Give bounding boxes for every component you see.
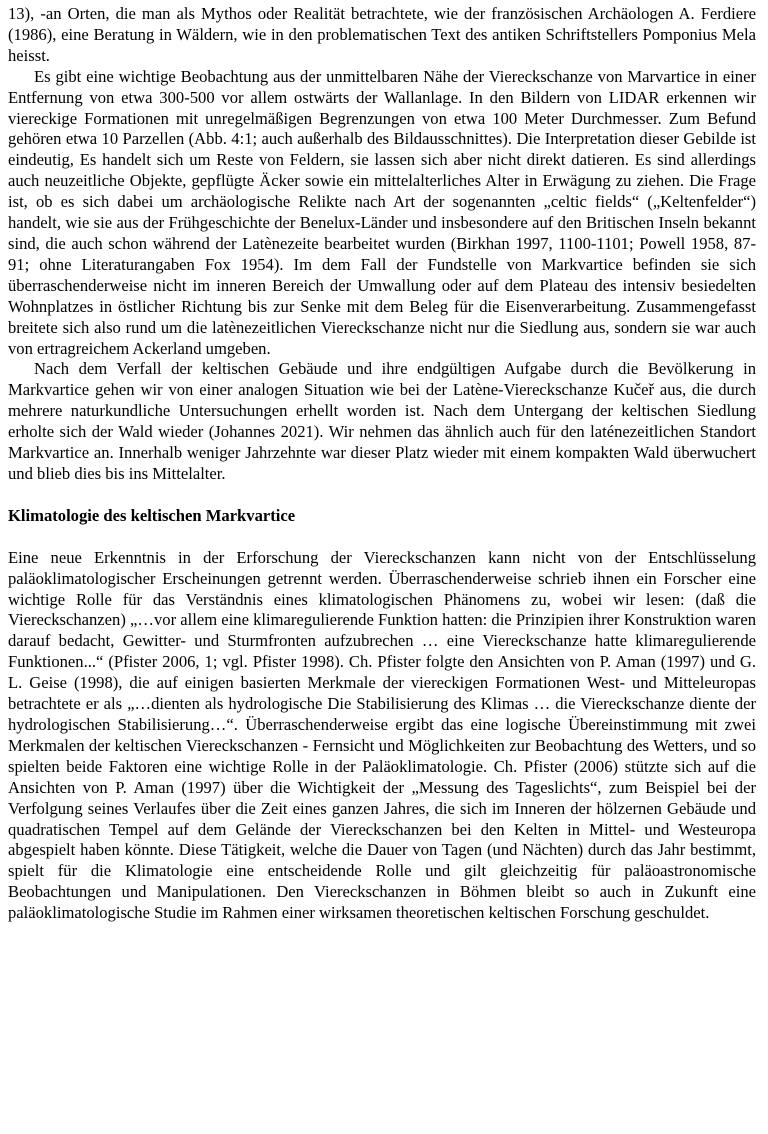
paragraph-1: 13), -an Orten, die man als Mythos oder Realität betrachtete, wie der französischen Archäologen A. Ferdiere (1986), eine Beratung in Wäldern, wie in den problematischen Text des antiken Schriftstellers Pomponius Mela heisst. (8, 4, 756, 65)
paragraph-3: Nach dem Verfall der keltischen Gebäude und ihre endgültigen Aufgabe durch die Bevölkerung in Markvartice gehen wir von einer analogen Situation wie bei der Latène-Viereckschanze Kučeř aus, die durch mehrere naturkundliche Untersuchungen erhellt worden ist. Nach dem Untergang der keltischen Siedlung erholte sich der Wald wieder (Johannes 2021). Wir nehmen das ähnlich auch für den laténezeitlichen Standort Markvartice an. Innerhalb weniger Jahrzehnte war dieser Platz wieder mit einem kompakten Wald überwuchert und blieb dies bis ins Mittelalter. (8, 359, 756, 483)
section-heading: Klimatologie des keltischen Markvartice (8, 505, 296, 525)
paragraph-4: Eine neue Erkenntnis in der Erforschung der Viereckschanzen kann nicht von der Entschlüsselung paläoklimatologischer Erscheinungen getrennt werden. Überraschenderweise schrieb ihnen ein Forscher eine wichtige Rolle für das Verständnis eines klimatologischen Phänomens zu, wobei wir lesen: (daß die Viereckschanzen) „…vor allem eine klimaregulierende Funktion hatten: die Prinzipien ihrer Konstruktion waren darauf bedacht, Gewitter- und Sturmfronten aufzubrechen … eine Viereckschanze hatte klimaregulierende Funktionen...“ (Pfister 2006, 1; vgl. Pfister 1998). Ch. Pfister folgte den Ansichten von P. Aman (1997) und G. L. Geise (1998), die auf einigen basierten Merkmale der viereckigen Formationen West- und Mitteleuropas betrachtete er als „…dienten als hydrologische Die Stabilisierung des Klimas … die Viereckschanze diente der hydrologischen Stabilisierung…“. Überraschenderweise ergibt das eine logische Übereinstimmung mit zwei Merkmalen der keltischen Viereckschanzen - Fernsicht und Möglichkeiten zur Beobachtung des Wetters, und so spielten beide Faktoren eine wichtige Rolle in der Paläoklimatologie. Ch. Pfister (2006) stützte sich auf die Ansichten von P. Aman (1997) über die Wichtigkeit der „Messung des Tageslichts“, zum Beispiel bei der Verfolgung seines Verlaufes über die Zeit eines ganzen Jahres, die sich im Inneren der hölzernen Gebäude und quadratischen Tempel auf dem Gelände der Viereckschanzen bei den Kelten in Mittel- und Westeuropa abgespielt haben könnte. Diese Tätigkeit, welche die Dauer von Tagen (und Nächten) durch das Jahr bestimmt, spielt für die Klimatologie eine entscheidende Rolle und gilt gleichzeitig für paläoastronomische Beobachtungen und Manipulationen. Den Viereckschanzen in Böhmen bleibt so auch in Zukunft eine paläoklimatologische Studie im Rahmen einer wirksamen theoretischen keltischen Forschung geschuldet. (8, 547, 756, 923)
document-page (8, 4, 756, 924)
paragraph-2: Es gibt eine wichtige Beobachtung aus der unmittelbaren Nähe der Viereckschanze von Marvartice in einer Entfernung von etwa 300-500 vor allem ostwärts der Wallanlage. In den Bildern von LIDAR erkennen wir viereckige Formationen mit unregelmäßigen Begrenzungen von etwa 100 Meter Durchmesser. Zum Befund gehören etwa 10 Parzellen (Abb. 4:1; auch außerhalb des Bildausschnittes). Die Interpretation dieser Gebilde ist eindeutig, Es handelt sich um Reste von Feldern, sie lassen sich aber nicht direkt datieren. Es sind allerdings auch neuzeitliche Objekte, gepflügte Äcker sowie ein mittelalterliches Alter in Erwägung zu ziehen. Die Frage ist, ob es sich dabei um archäologische Relikte nach Art der sogenannten „celtic fields“ („Keltenfelder“) handelt, wie sie aus der Frühgeschichte der Benelux-Länder und insbesondere auf den Britischen Inseln bekannt sind, die auch schon während der Latènezeite bearbeitet wurden (Birkhan 1997, 1100-1101; Powell 1958, 87-91; ohne Literaturangaben Fox 1954). Im dem Fall der Fundstelle von Markvartice befinden sie sich überraschenderweise nicht im inneren Bereich der Umwallung oder auf dem Plateau des intensiv besiedelten Wohnplatzes in östlicher Richtung bis zur Senke mit dem Beleg für die Eisenverarbeitung. Zusammengefasst breitete sich also rund um die latènezeitlichen Viereckschanze nicht nur die Siedlung aus, sondern sie war auch von ertragreichem Ackerland umgeben. (8, 66, 756, 358)
